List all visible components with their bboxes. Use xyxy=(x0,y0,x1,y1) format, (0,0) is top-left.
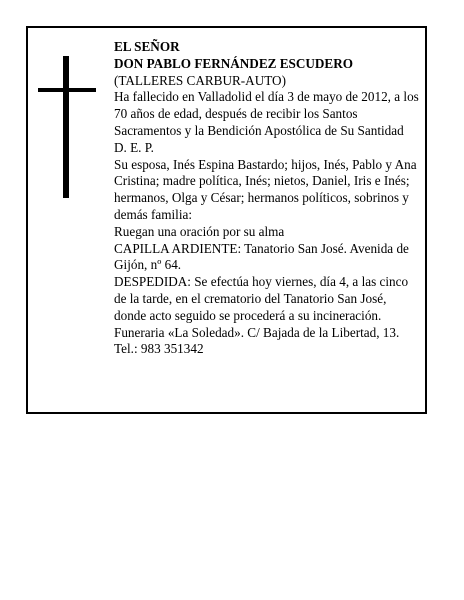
death-announcement: Ha fallecido en Valladolid el día 3 de mayo de 2012, a los 70 años de edad, después de recibir los Santos Sacramentos y la Bendición Apostólica de Su Santidad xyxy=(114,89,419,138)
chapel-info: CAPILLA ARDIENTE: Tanatorio San José. Avenida de Gijón, nº 64. xyxy=(114,240,409,273)
obituary-notice xyxy=(26,26,427,414)
company-name: (TALLERES CARBUR-AUTO) xyxy=(114,72,286,88)
notice-text xyxy=(114,39,420,358)
family-list: Su esposa, Inés Espina Bastardo; hijos, Inés, Pablo y Ana Cristina; madre política, Inés; nietos, Daniel, Iris e Inés; hermanos, Olga y César; hermanos políticos, sobrinos y demás familia: xyxy=(114,156,417,222)
cross-icon xyxy=(38,56,96,198)
notice-title: EL SEÑOR xyxy=(114,39,180,54)
prayer-request: Ruegan una oración por su alma xyxy=(114,223,285,239)
rip-line: D. E. P. xyxy=(114,139,154,155)
phone-number: Tel.: 983 351342 xyxy=(114,341,204,357)
funeral-home-info: Funeraria «La Soledad». C/ Bajada de la Libertad, 13. xyxy=(114,324,400,340)
cross-vertical-bar xyxy=(63,56,69,198)
cross-horizontal-bar xyxy=(38,88,96,92)
deceased-name: DON PABLO FERNÁNDEZ ESCUDERO xyxy=(114,55,353,71)
farewell-info: DESPEDIDA: Se efectúa hoy viernes, día 4, a las cinco de la tarde, en el crematorio del Tanatorio San José, donde acto seguido se procederá a su incineración. xyxy=(114,274,409,323)
